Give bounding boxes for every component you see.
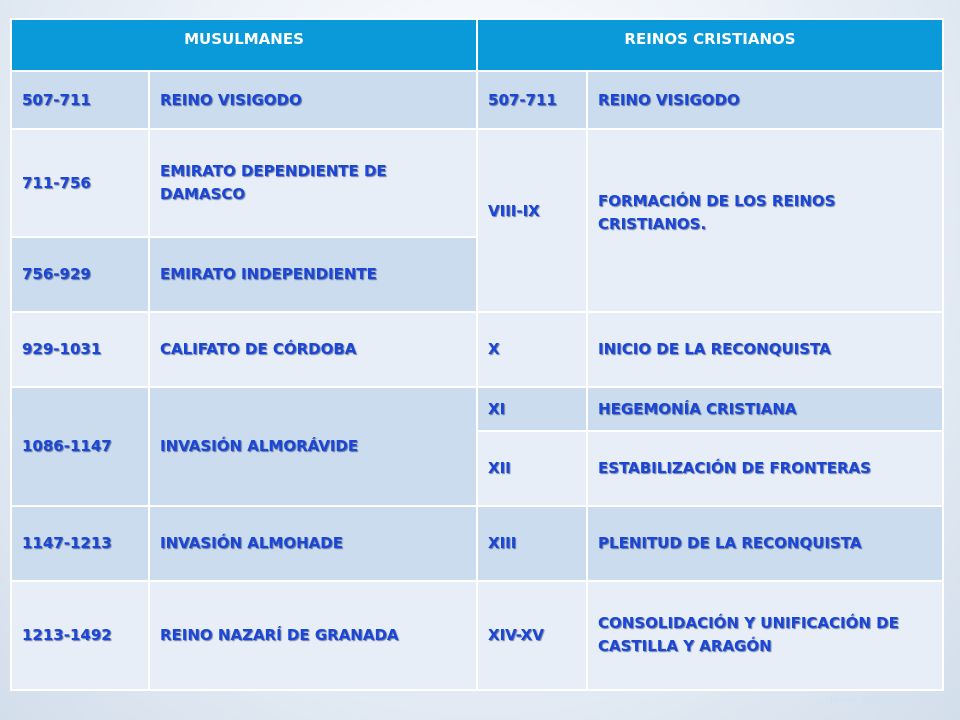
muslim-date-cell: 507-711 [11, 71, 149, 129]
muslim-event-cell: EMIRATO INDEPENDIENTE [149, 237, 477, 312]
christian-event-cell: ESTABILIZACIÓN DE FRONTERAS [587, 431, 943, 506]
muslim-event-cell: REINO VISIGODO [149, 71, 477, 129]
table-row [11, 506, 943, 581]
muslim-event-cell: INVASIÓN ALMORÁVIDE [149, 387, 477, 506]
table-row [11, 581, 943, 690]
christian-event-cell: CONSOLIDACIÓN Y UNIFICACIÓN DE CASTILLA Y ARAGÓN [587, 581, 943, 690]
christian-date-cell: VIII-IX [477, 129, 587, 312]
christian-date-cell: X [477, 312, 587, 387]
muslim-date-cell: 929-1031 [11, 312, 149, 387]
christian-event-cell: FORMACIÓN DE LOS REINOS CRISTIANOS. [587, 129, 943, 312]
table-row [11, 387, 943, 431]
muslim-event-cell: REINO NAZARÍ DE GRANADA [149, 581, 477, 690]
christian-event-cell: HEGEMONÍA CRISTIANA [587, 387, 943, 431]
christian-date-cell: XIII [477, 506, 587, 581]
muslim-event-cell: CALIFATO DE CÓRDOBA [149, 312, 477, 387]
muslim-date-cell: 1086-1147 [11, 387, 149, 506]
christian-date-cell: XII [477, 431, 587, 506]
header-musulmanes: MUSULMANES [11, 19, 477, 71]
muslim-date-cell: 756-929 [11, 237, 149, 312]
christian-date-cell: 507-711 [477, 71, 587, 129]
muslim-event-cell: EMIRATO DEPENDIENTE DE DAMASCO [149, 129, 477, 237]
table-row [11, 71, 943, 129]
muslim-date-cell: 711-756 [11, 129, 149, 237]
christian-event-cell: PLENITUD DE LA RECONQUISTA [587, 506, 943, 581]
christian-date-cell: XIV-XV [477, 581, 587, 690]
table-row [11, 312, 943, 387]
muslim-event-cell: INVASIÓN ALMOHADE [149, 506, 477, 581]
history-timeline-table [10, 18, 944, 691]
christian-event-cell: INICIO DE LA RECONQUISTA [587, 312, 943, 387]
muslim-date-cell: 1147-1213 [11, 506, 149, 581]
christian-event-cell: REINO VISIGODO [587, 71, 943, 129]
header-row [11, 19, 943, 71]
author-watermark: Javier Valiente [830, 695, 902, 706]
muslim-date-cell: 1213-1492 [11, 581, 149, 690]
christian-date-cell: XI [477, 387, 587, 431]
table-row [11, 129, 943, 237]
header-reinos-cristianos: REINOS CRISTIANOS [477, 19, 943, 71]
